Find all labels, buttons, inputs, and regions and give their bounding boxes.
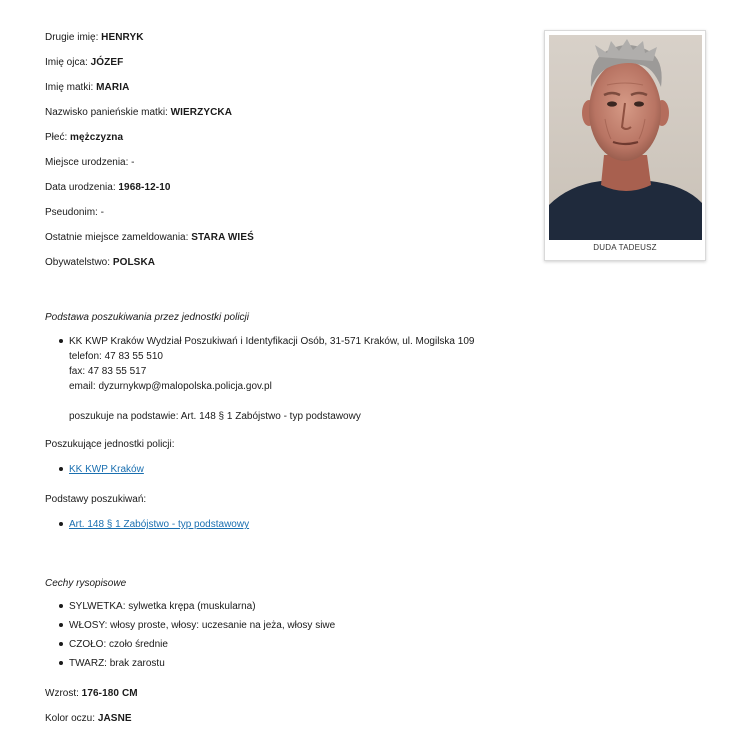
- search-basis-list: [45, 517, 249, 532]
- features-section-title: Cechy rysopisowe: [45, 578, 127, 589]
- unit-fax: fax: 47 83 55 517: [69, 366, 147, 377]
- sex-value: mężczyzna: [70, 132, 124, 143]
- birthplace-value: -: [131, 157, 135, 168]
- feature-forehead: CZOŁO: czoło średnie: [69, 639, 168, 650]
- citizenship-value: POLSKA: [112, 257, 156, 268]
- basis-section-title: Podstawa poszukiwania przez jednostki policji: [45, 312, 249, 323]
- height-label: Wzrost:: [45, 688, 79, 699]
- eye-color-label: Kolor oczu:: [45, 713, 96, 724]
- alias-label: Pseudonim:: [45, 207, 98, 218]
- unit-name: KK KWP Kraków Wydział Poszukiwań i Identyfikacji Osób, 31-571 Kraków, ul. Mogilska 109: [69, 336, 475, 347]
- alias-value: -: [100, 207, 104, 218]
- mother-name-field: [45, 81, 129, 95]
- bullet-icon: [59, 339, 63, 343]
- search-basis-label: Podstawy poszukiwań:: [45, 494, 147, 505]
- birthplace-label: Miejsce urodzenia:: [45, 157, 129, 168]
- basis-unit-list: [45, 334, 474, 424]
- bullet-icon: [59, 623, 63, 627]
- bullet-icon: [59, 642, 63, 646]
- birthplace-field: [45, 156, 135, 170]
- bullet-icon: [59, 522, 63, 526]
- mother-maiden-name-field: [45, 106, 232, 120]
- height-value: 176-180 CM: [81, 688, 138, 699]
- last-address-field: [45, 231, 254, 245]
- mother-maiden-name-value: WIERZYCKA: [170, 107, 233, 118]
- birthdate-label: Data urodzenia:: [45, 182, 116, 193]
- feature-build: SYLWETKA: sylwetka krępa (muskularna): [69, 601, 256, 612]
- searching-unit-link[interactable]: KK KWP Kraków: [69, 464, 144, 475]
- photo-caption: DUDA TADEUSZ: [593, 243, 657, 252]
- list-item: [45, 618, 335, 633]
- unit-legal-basis: poszukuje na podstawie: Art. 148 § 1 Zabójstwo - typ podstawowy: [69, 411, 361, 422]
- mother-maiden-name-label: Nazwisko panieńskie matki:: [45, 107, 168, 118]
- alias-field: [45, 206, 104, 220]
- list-item: [45, 334, 474, 424]
- father-name-field: [45, 56, 123, 70]
- list-item: [45, 637, 335, 652]
- citizenship-label: Obywatelstwo:: [45, 257, 111, 268]
- list-item: [45, 656, 335, 671]
- list-item: [45, 517, 249, 532]
- feature-face: TWARZ: brak zarostu: [69, 658, 165, 669]
- searching-units-list: [45, 462, 144, 477]
- suspect-photo[interactable]: [549, 35, 702, 240]
- last-address-label: Ostatnie miejsce zameldowania:: [45, 232, 189, 243]
- bullet-icon: [59, 604, 63, 608]
- search-basis-link[interactable]: Art. 148 § 1 Zabójstwo - typ podstawowy: [69, 519, 250, 530]
- feature-hair: WŁOSY: włosy proste, włosy: uczesanie na jeża, włosy siwe: [69, 620, 336, 631]
- features-list: [45, 599, 335, 671]
- father-name-value: JÓZEF: [90, 57, 124, 68]
- sex-field: [45, 131, 123, 145]
- second-name-label: Drugie imię:: [45, 32, 99, 43]
- list-item: [45, 599, 335, 614]
- bullet-icon: [59, 661, 63, 665]
- list-item: [45, 462, 144, 477]
- bullet-icon: [59, 467, 63, 471]
- unit-email: email: dyzurnykwp@malopolska.policja.gov.pl: [69, 381, 272, 392]
- citizenship-field: [45, 256, 155, 270]
- birthdate-value: 1968-12-10: [118, 182, 171, 193]
- mother-name-label: Imię matki:: [45, 82, 94, 93]
- photo-card[interactable]: [544, 30, 706, 261]
- eye-color-field: [45, 712, 132, 726]
- birthdate-field: [45, 181, 171, 195]
- height-field: [45, 687, 138, 701]
- father-name-label: Imię ojca:: [45, 57, 88, 68]
- eye-color-value: JASNE: [97, 713, 132, 724]
- mother-name-value: MARIA: [96, 82, 130, 93]
- searching-units-label: Poszukujące jednostki policji:: [45, 439, 175, 450]
- sex-label: Płeć:: [45, 132, 68, 143]
- second-name-value: HENRYK: [101, 32, 144, 43]
- second-name-field: [45, 31, 144, 45]
- unit-phone: telefon: 47 83 55 510: [69, 351, 163, 362]
- last-address-value: STARA WIEŚ: [191, 232, 254, 243]
